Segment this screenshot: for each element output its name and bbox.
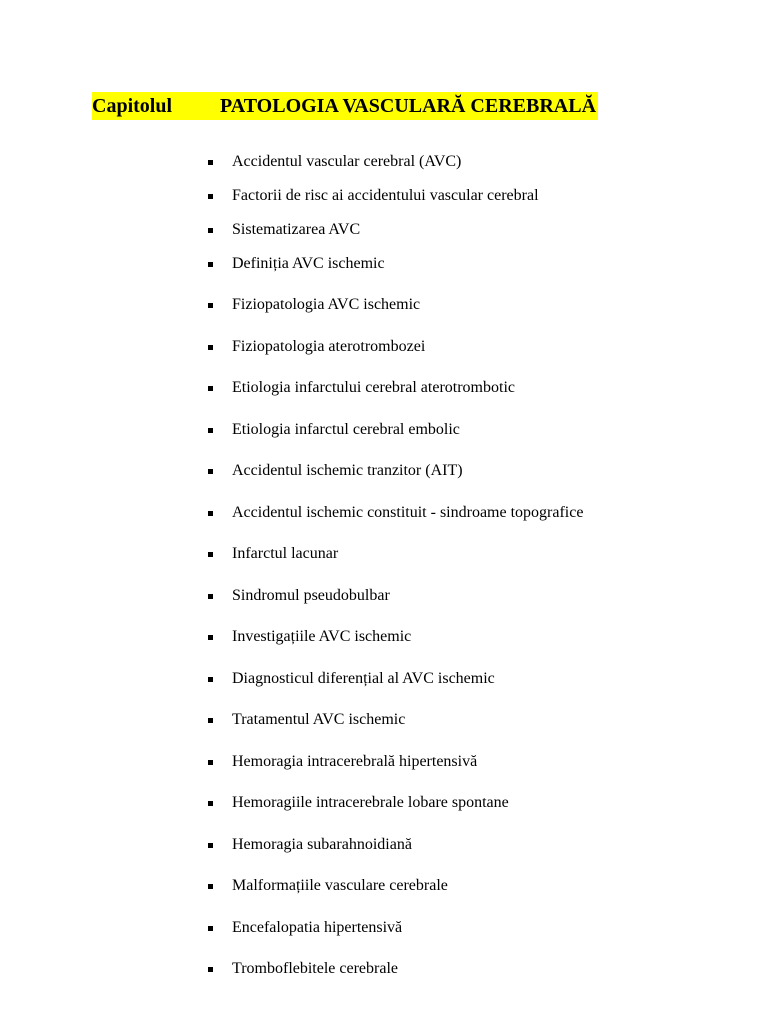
list-item-label: Fiziopatologia aterotrombozei: [232, 338, 426, 355]
list-item-label: Tratamentul AVC ischemic: [232, 711, 406, 728]
chapter-title: PATOLOGIA VASCULARĂ CEREBRALĂ: [220, 95, 597, 117]
list-item-label: Sistematizarea AVC: [232, 221, 361, 238]
list-item-label: Etiologia infarctul cerebral embolic: [232, 421, 460, 438]
list-item-label: Tromboflebitele cerebrale: [232, 960, 399, 977]
square-bullet-icon: [208, 884, 213, 889]
list-item-label: Definiția AVC ischemic: [232, 255, 385, 272]
list-item-label: Hemoragia subarahnoidiană: [232, 836, 412, 853]
list-item-label: Etiologia infarctului cerebral aterotrombotic: [232, 379, 515, 396]
square-bullet-icon: [208, 718, 213, 723]
square-bullet-icon: [208, 635, 213, 640]
square-bullet-icon: [208, 386, 213, 391]
list-item-label: Factorii de risc ai accidentului vascular cerebral: [232, 187, 539, 204]
list-item-label: Hemoragiile intracerebrale lobare spontane: [232, 794, 509, 811]
square-bullet-icon: [208, 228, 213, 233]
square-bullet-icon: [208, 345, 213, 350]
list-item-label: Accidentul ischemic tranzitor (AIT): [232, 462, 463, 479]
list-item-label: Sindromul pseudobulbar: [232, 587, 390, 604]
chapter-label: Capitolul: [92, 95, 173, 117]
square-bullet-icon: [208, 262, 213, 267]
list-item-label: Accidentul ischemic constituit - sindroame topografice: [232, 504, 584, 521]
square-bullet-icon: [208, 160, 213, 165]
list-item-label: Investigațiile AVC ischemic: [232, 628, 412, 645]
list-item-label: Accidentul vascular cerebral (AVC): [232, 153, 462, 170]
list-item-label: Encefalopatia hipertensivă: [232, 919, 403, 936]
list-item-label: Infarctul lacunar: [232, 545, 339, 562]
list-item-label: Hemoragia intracerebrală hipertensivă: [232, 753, 478, 770]
square-bullet-icon: [208, 469, 213, 474]
chapter-heading: [92, 92, 598, 120]
square-bullet-icon: [208, 428, 213, 433]
square-bullet-icon: [208, 843, 213, 848]
square-bullet-icon: [208, 194, 213, 199]
square-bullet-icon: [208, 760, 213, 765]
square-bullet-icon: [208, 552, 213, 557]
square-bullet-icon: [208, 594, 213, 599]
square-bullet-icon: [208, 967, 213, 972]
square-bullet-icon: [208, 677, 213, 682]
square-bullet-icon: [208, 511, 213, 516]
list-item-label: Diagnosticul diferențial al AVC ischemic: [232, 670, 495, 687]
square-bullet-icon: [208, 801, 213, 806]
list-item-label: Malformațiile vasculare cerebrale: [232, 877, 448, 894]
square-bullet-icon: [208, 303, 213, 308]
list-item-label: Fiziopatologia AVC ischemic: [232, 296, 421, 313]
square-bullet-icon: [208, 926, 213, 931]
